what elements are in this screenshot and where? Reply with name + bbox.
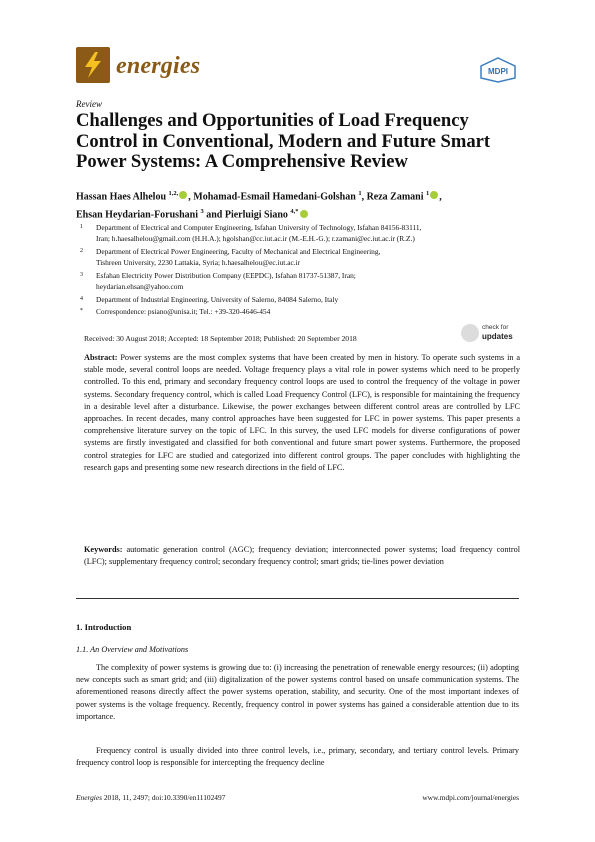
keywords-text: automatic generation control (AGC); frequency deviation; interconnected power systems; load frequency control (LFC); supplementary frequency control; secondary frequency control; smart grids; tie-lines power deviation (84, 545, 521, 567)
paragraph-text: The complexity of power systems is growing due to: (i) increasing the penetration of renewable energy resources; (ii) adopting new concepts such as smart grid; and (iii) digitalization of the power systems control based on unsafe communication systems. The aforementioned reasons directly affect the power systems operation, stability, and security. One of the most important indexes of power systems is the voltage frequency. Recently, frequency control in power systems has gained a considerable attention due to its importance. (76, 663, 519, 721)
affiliation-number: * (80, 308, 83, 314)
affiliation-number: 2 (80, 248, 83, 254)
author-separator: , (361, 191, 367, 203)
correspondence (80, 306, 530, 317)
mdpi-logo-text: MDPI (488, 67, 508, 76)
affiliation-line: Department of Electrical Power Engineering, Faculty of Mechanical and Electrical Engineering, (96, 247, 381, 256)
author-name: Hassan Haes Alhelou (76, 191, 167, 203)
author-affil-sup: 1,2, (168, 190, 179, 197)
subsection-heading: 1.1. An Overview and Motivations (76, 645, 189, 654)
orcid-icon[interactable] (300, 210, 308, 218)
author-separator: and (203, 209, 225, 221)
author-name: Reza Zamani (366, 191, 424, 203)
keywords-label: Keywords: (84, 545, 123, 554)
check-updates-line2: updates (482, 332, 513, 341)
affiliation-line: Department of Electrical and Computer Engineering, Isfahan University of Technology, Isfahan 84156-83111, (96, 223, 422, 232)
author-name: Pierluigi Siano (224, 209, 288, 221)
footer-doi: 2018, 11, 2497; doi:10.3390/en11102497 (102, 793, 226, 802)
author-separator: , (188, 191, 194, 203)
affiliation (80, 222, 530, 244)
footer-url[interactable]: www.mdpi.com/journal/energies (422, 793, 519, 802)
author-affil-sup: 4,* (290, 208, 299, 216)
mdpi-logo-icon (479, 57, 517, 83)
affiliation-number: 4 (80, 296, 83, 302)
footer-journal: Energies (76, 793, 102, 802)
affiliation (80, 270, 530, 292)
divider (76, 598, 519, 599)
author-separator: , (439, 191, 442, 203)
abstract (84, 352, 520, 474)
article-type: Review (76, 99, 102, 109)
check-updates-line1: check for (482, 324, 509, 331)
affiliation-line: Correspondence: psiano@unisa.it; Tel.: +39-320-4646-454 (96, 307, 271, 316)
affiliation (80, 294, 530, 305)
check-for-updates-button[interactable] (461, 322, 521, 346)
orcid-icon[interactable] (179, 191, 187, 199)
abstract-label: Abstract: (84, 353, 118, 362)
affiliation-line: Tishreen University, 2230 Lattakia, Syria; h.haesalhelou@ec.iut.ac.ir (96, 258, 301, 268)
body-paragraph (76, 662, 519, 723)
author-affil-sup: 1 (426, 190, 430, 197)
orcid-icon[interactable] (430, 191, 438, 199)
journal-name: energies (116, 53, 201, 79)
author-list (76, 186, 526, 223)
body-paragraph (76, 745, 519, 769)
footer-citation (76, 793, 225, 802)
affiliation-line: Department of Industrial Engineering, University of Salerno, 84084 Salerno, Italy (96, 295, 339, 304)
author-affil-sup: 3 (200, 208, 204, 216)
paragraph-text: Frequency control is usually divided into three control levels, i.e., primary, secondary, and tertiary control levels. Primary frequency control loop is responsible for intercepting the frequency decline (76, 746, 519, 768)
affiliation-line: heydarian.ehsan@yahoo.com (96, 282, 184, 292)
author-name: Mohamad-Esmail Hamedani-Golshan (193, 191, 356, 203)
publication-dates: Received: 30 August 2018; Accepted: 18 September 2018; Published: 20 September 2018 (84, 334, 357, 343)
paper-title: Challenges and Opportunities of Load Frequency Control in Conventional, Modern and Future Smart Power Systems: A Comprehensive Review (76, 110, 491, 172)
author-affil-sup: 1 (358, 190, 362, 197)
affiliation-line: Esfahan Electricity Power Distribution Company (EEPDC), Isfahan 81737-51387, Iran; (96, 271, 356, 280)
section-heading: 1. Introduction (76, 622, 132, 632)
affiliation-line: Iran; h.haesalhelou@gmail.com (H.H.A.); hgolshan@cc.iut.ac.ir (M.-E.H.-G.); r.zamani@ec.iut.ac.ir (R.Z.) (96, 234, 415, 244)
keywords (84, 544, 520, 568)
affiliation-number: 3 (80, 272, 83, 278)
affiliation-number: 1 (80, 224, 83, 230)
author-name: Ehsan Heydarian-Forushani (76, 209, 198, 221)
affiliation (80, 246, 530, 268)
journal-logo-icon (76, 47, 110, 83)
check-updates-icon (461, 324, 479, 342)
abstract-text: Power systems are the most complex systems that have been created by men in history. To operate such systems in a stable mode, several control loops are needed. Voltage frequency plays a vital role in power systems which need to be properly controlled. To this end, primary and secondary frequency control loops are used to control the frequency of the voltage in power systems. Secondary frequency control, which is called Load Frequency Control (LFC), is responsible for maintaining the frequency in a desirable level after a disturbance. Likewise, the power exchanges between different control areas are controlled by LFC approaches. In recent decades, many control approaches have been suggested for LFC in power systems. This paper presents a comprehensive literature survey on the topic of LFC. In this survey, the used LFC models for diverse configurations of power systems are firstly investigated and classified for both conventional and future smart power systems. Furthermore, the proposed control strategies for LFC are studied and categorized into different control groups. The paper concludes with highlighting the research gaps and presenting some new research directions in the field of LFC. (84, 353, 521, 472)
